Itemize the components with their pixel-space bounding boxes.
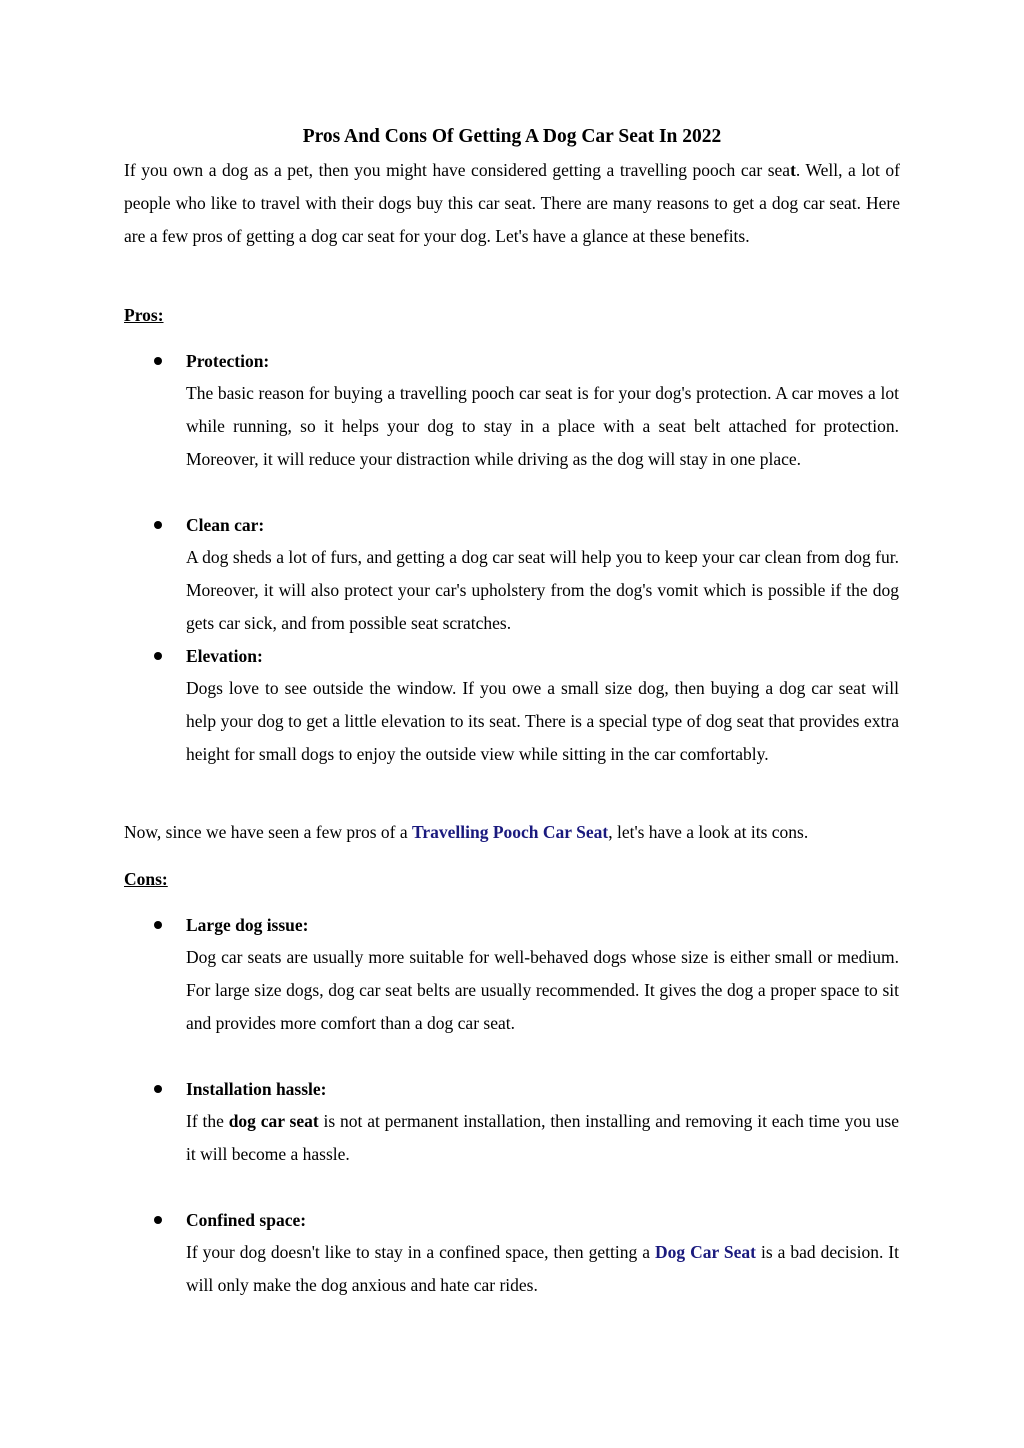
pros-heading: Pros: [124, 305, 164, 325]
pros-item-title: Protection: [186, 351, 270, 371]
intro-text-2: . Well, a lot of people who like to travel with their dogs buy this car seat. There are many reasons to get a dog car seat. Here are a few pros of getting a dog car seat for your dog. Let's have a glance at these benefits. [124, 160, 900, 246]
bullet-icon [154, 1216, 162, 1224]
intro-bold-letter: t [790, 160, 796, 180]
bullet-icon [154, 921, 162, 929]
cons-text-1: If your dog doesn't like to stay in a confined space, then getting a [186, 1242, 655, 1262]
travelling-pooch-car-seat-link[interactable]: Travelling Pooch Car Seat [412, 822, 609, 842]
pros-item-text: A dog sheds a lot of furs, and getting a dog car seat will help you to keep your car clean from dog fur. Moreover, it will also protect your car's upholstery from the dog's vomit which is possible if the dog gets car sick, and from possible seat scratches. [186, 547, 899, 633]
cons-item-title: Confined space: [186, 1210, 307, 1230]
transition-paragraph [124, 816, 900, 849]
transition-text-2: , let's have a look at its cons. [608, 822, 809, 842]
pros-item-title: Elevation: [186, 646, 263, 666]
cons-item-text [186, 1236, 899, 1302]
transition-text-1: Now, since we have seen a few pros of a [124, 822, 412, 842]
document-title: Pros And Cons Of Getting A Dog Car Seat In 2022 [302, 126, 722, 147]
cons-text-2: is a bad decision. It will only make the dog anxious and hate car rides. [186, 1242, 900, 1295]
intro-paragraph [124, 154, 900, 252]
bullet-icon [154, 357, 162, 365]
cons-heading: Cons: [124, 869, 168, 889]
cons-text-1: If the [186, 1111, 229, 1131]
dog-car-seat-link[interactable]: Dog Car Seat [654, 1242, 756, 1262]
cons-item-text: Dog car seats are usually more suitable for well-behaved dogs whose size is either small or medium. For large size dogs, dog car seat belts are usually recommended. It gives the dog a proper space to sit and provides more comfort than a dog car seat. [186, 947, 899, 1033]
intro-text-1: If you own a dog as a pet, then you might have considered getting a travelling pooch car sea [124, 160, 791, 180]
cons-item-title: Installation hassle: [186, 1079, 327, 1099]
bullet-icon [154, 652, 162, 660]
pros-item-text: Dogs love to see outside the window. If you owe a small size dog, then buying a dog car seat will help your dog to get a little elevation to its seat. There is a special type of dog seat that provides extra height for small dogs to enjoy the outside view while sitting in the car comfortably. [186, 678, 899, 764]
bullet-icon [154, 1085, 162, 1093]
pros-item-text: The basic reason for buying a travelling pooch car seat is for your dog's protection. A car moves a lot while running, so it helps your dog to stay in a place with a seat belt attached for protection. Moreover, it will reduce your distraction while driving as the dog will stay in one place. [186, 383, 899, 469]
cons-bold-text: dog car seat [228, 1111, 319, 1131]
pros-item-title: Clean car: [186, 515, 265, 535]
cons-item-title: Large dog issue: [186, 915, 309, 935]
bullet-icon [154, 521, 162, 529]
cons-item-text [186, 1105, 899, 1171]
cons-text-2: is not at permanent installation, then installing and removing it each time you use it will become a hassle. [186, 1111, 899, 1164]
